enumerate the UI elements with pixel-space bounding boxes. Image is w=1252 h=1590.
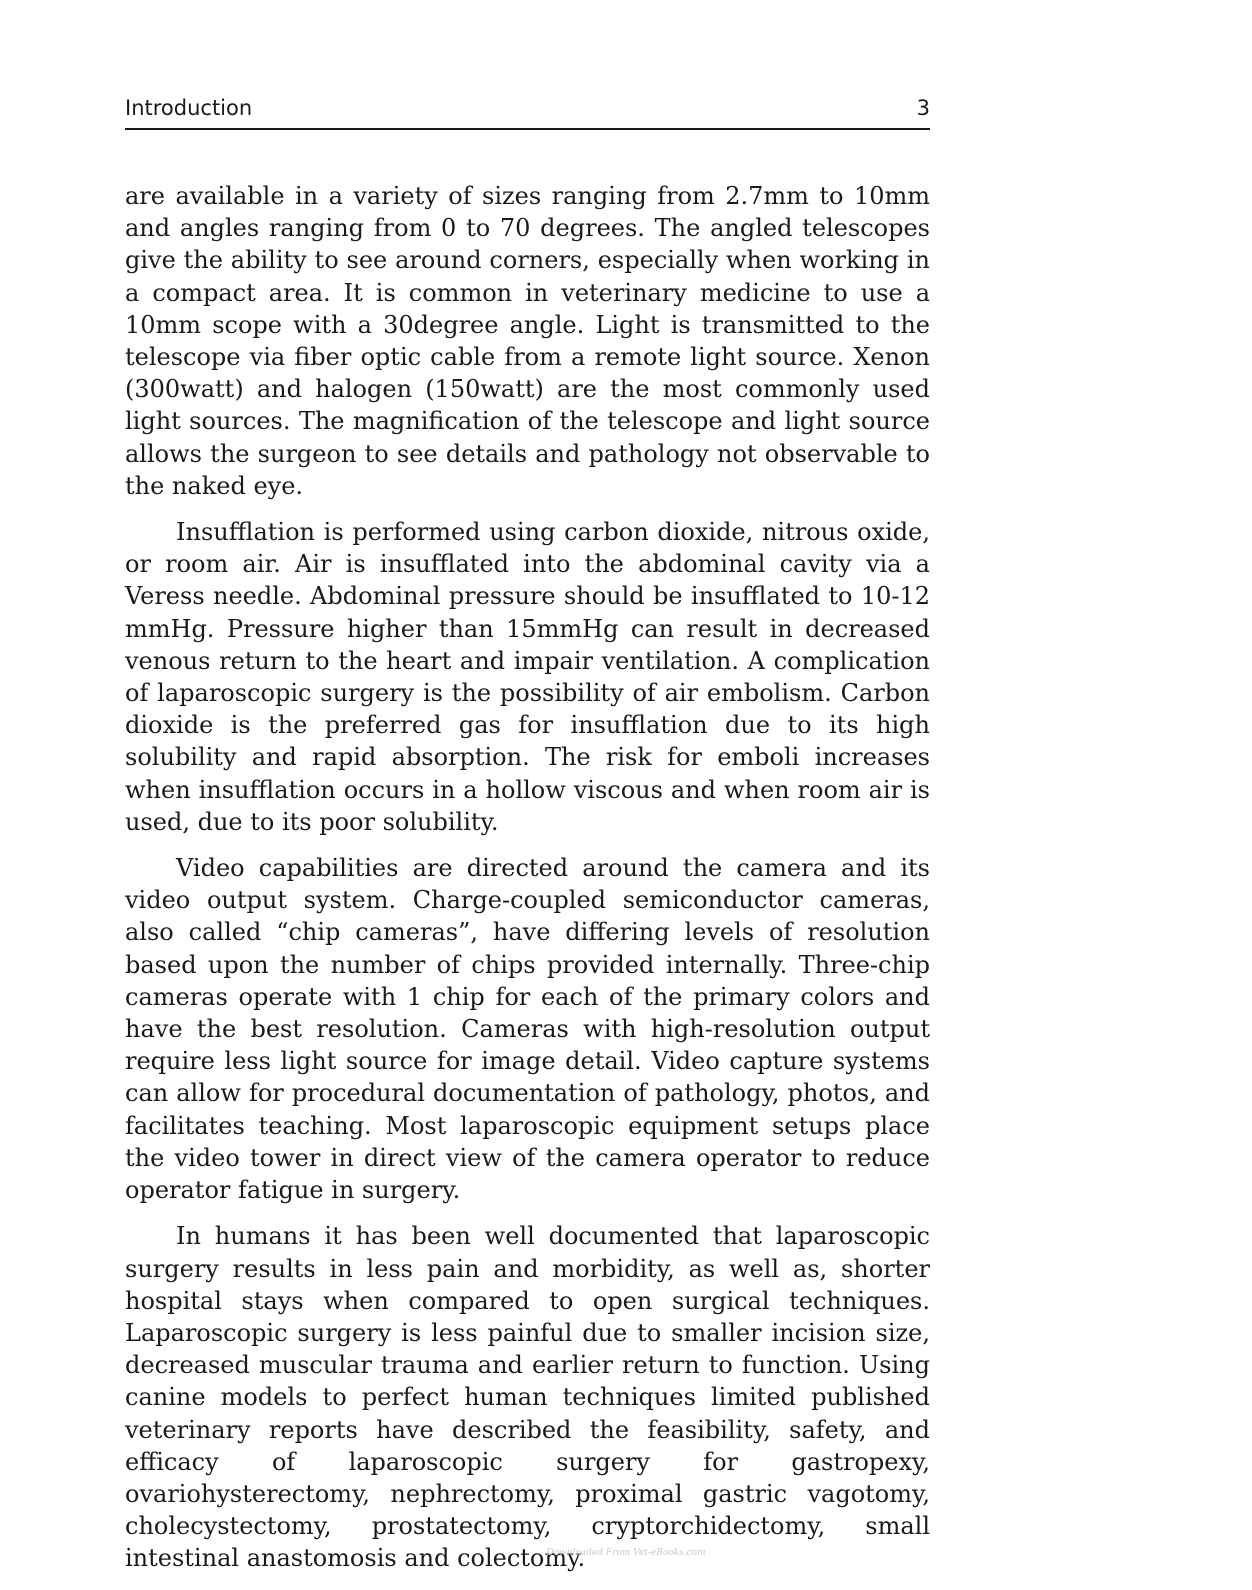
running-head [125,92,930,130]
page-number: 3 [916,96,930,120]
download-watermark: Downloaded From Vet-eBooks.com [546,1548,706,1558]
paragraph-insufflation: Insufflation is performed using carbon dioxide, nitrous oxide, or room air. Air is insufflated into the abdominal cavity via a Veress needle. Abdominal pressure should be insufflated to 10-12 mmHg. Pressure higher than 15mmHg can result in decreased venous return to the heart and impair ventilation. A complication of laparoscopic surgery is the possibility of air embolism. Carbon dioxide is the preferred gas for insufflation due to its high solubility and rapid absorption. The risk for emboli increases when insufflation occurs in a hollow viscous and when room air is used, due to its poor solubility. [125,518,930,836]
paragraph-human-outcomes: In humans it has been well documented that laparoscopic surgery results in less pain and morbidity, as well as, shorter hospital stays when compared to open surgical techniques. Laparoscopic surgery is less painful due to smaller incision size, decreased muscular trauma and earlier return to function. Using canine models to perfect human techniques limited published veterinary reports have described the feasibility, safety, and efficacy of laparoscopic surgery for gastropexy, ovariohysterectomy, nephrectomy, proximal gastric vagotomy, cholecystectomy, prostatectomy, cryptorchidectomy, small intestinal anastomosis and colectomy. [125,1222,930,1573]
body-text [125,180,930,1589]
paragraph-continued: are available in a variety of sizes ranging from 2.7mm to 10mm and angles ranging from 0 to 70 degrees. The angled telescopes give the ability to see around corners, especially when working in a compact area. It is common in veterinary medicine to use a 10mm scope with a 30degree angle. Light is transmitted to the telescope via fiber optic cable from a remote light source. Xenon (300watt) and halogen (150watt) are the most commonly used light sources. The magnification of the telescope and light source allows the surgeon to see details and pathology not observable to the naked eye. [125,182,930,500]
paragraph-video-capabilities: Video capabilities are directed around the camera and its video output system. Charge-coupled semiconductor cameras, also called “chip cameras”, have differing levels of resolution based upon the number of chips provided internally. Three-chip cameras operate with 1 chip for each of the primary colors and have the best resolution. Cameras with high-resolution output require less light source for image detail. Video capture systems can allow for procedural documentation of pathology, photos, and facilitates teaching. Most laparoscopic equipment setups place the video tower in direct view of the camera operator to reduce operator fatigue in surgery. [125,854,930,1205]
chapter-title: Introduction [125,96,253,120]
